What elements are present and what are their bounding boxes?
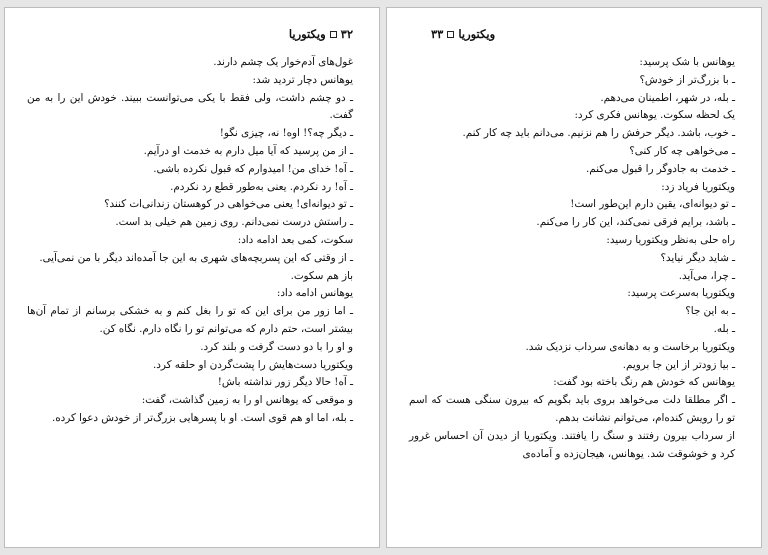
square-ornament-icon: [447, 31, 454, 38]
paragraph: یک لحظه سکوت. یوهانس فکری کرد:: [574, 109, 735, 122]
paragraph: ـ می‌خواهی چه کار کنی؟: [629, 144, 735, 157]
left-page-body: [27, 54, 353, 428]
paragraph: ـ خوب، باشد. دیگر حرفش را هم نزنیم. می‌دانم باید چه کار کنم.: [462, 127, 735, 140]
paragraph: یوهانس که خودش هم رنگ باخته بود گفت:: [553, 376, 735, 389]
running-title: ویکتوریا: [458, 27, 496, 41]
paragraph: غول‌های آدم‌خوار یک چشم دارند.: [213, 56, 353, 68]
paragraph: ـ آه! رد نکردم. یعنی به‌طور قطع رد نکردم.: [170, 180, 353, 193]
paragraph: ـ شاید دیگر نیاید؟: [660, 251, 735, 264]
paragraph: ـ چرا، می‌آید.: [678, 269, 735, 282]
paragraph: ـ اگر مطلقا دلت می‌خواهد بروی باید بگویم که بیرون سنگی هست که اسم تو را رویش کنده‌ام، می‌توانم نشانت بدهم.: [409, 394, 735, 424]
paragraph: ـ خدمت به جادوگر را قبول می‌کنم.: [586, 162, 735, 175]
page-number: ۳۳: [431, 27, 444, 41]
paragraph: ـ آه! خدای من! امیدوارم که قبول نکرده باشی.: [153, 162, 353, 175]
paragraph: ویکتوریا دست‌هایش را پشت‌گردن او حلقه کرد.: [153, 358, 353, 371]
paragraph: ویکتوریا به‌سرعت پرسید:: [627, 287, 735, 300]
left-page-header: [289, 26, 353, 42]
paragraph: ـ بیا زودتر از این جا برویم.: [622, 358, 735, 371]
paragraph: راه حلی به‌نظر ویکتوریا رسید:: [606, 233, 735, 246]
paragraph: ـ تو دیوانه‌ای! یعنی می‌خواهی در کوهستان زندانی‌ات کنند؟: [104, 198, 353, 211]
right-page-body: [409, 54, 735, 463]
paragraph: ـ از وقتی که این پسربچه‌های شهری به این جا آمده‌اند دیگر با من نمی‌آیی.: [39, 251, 353, 264]
left-page: [4, 7, 380, 548]
square-ornament-icon: [330, 31, 337, 38]
paragraph: ـ به این جا؟: [685, 305, 735, 318]
paragraph: ـ از من پرسید که آیا میل دارم به خدمت او درآیم.: [143, 144, 353, 157]
paragraph: ـ بله، اما او هم قوی است. او با پسرهایی بزرگ‌تر از خودش دعوا کرده.: [51, 411, 353, 424]
paragraph: و او را با دو دست گرفت و بلند کرد.: [200, 340, 353, 353]
paragraph: ویکتوریا فریاد زد:: [661, 180, 735, 193]
paragraph: ـ با بزرگ‌تر از خودش؟: [639, 73, 735, 86]
paragraph: یوهانس ادامه داد:: [276, 287, 353, 300]
paragraph: باز هم سکوت.: [290, 269, 353, 282]
right-page: [386, 7, 762, 548]
paragraph: ـ دیگر چه؟! اوه! نه، چیزی نگو!: [219, 127, 353, 140]
paragraph: از سرداب بیرون رفتند و سنگ را یافتند. ویکتوریا از دیدن آن احساس غرور کرد و خوشوقت شد. یوهانس، هیجان‌زده و آماده‌ی: [409, 429, 735, 460]
running-title: ویکتوریا: [288, 27, 326, 41]
paragraph: ـ اما زور من برای این که تو را بغل کنم و به خشکی برسانم از تمام آن‌ها بیشتر است، حتم دارم که می‌توانم تو را نگاه دارم. نگاه کن.: [27, 305, 353, 335]
paragraph: یوهانس دچار تردید شد:: [252, 73, 353, 86]
paragraph: ـ بله، در شهر، اطمینان می‌دهم.: [600, 91, 735, 104]
page-number: ۳۲: [340, 27, 353, 41]
paragraph: ـ باشد، برایم فرقی نمی‌کند، این کار را می‌کنم.: [536, 216, 735, 229]
paragraph: ـ دو چشم داشت، ولی فقط با یکی می‌توانست ببیند. خودش این را به من گفت.: [27, 91, 353, 122]
paragraph: ـ راستش درست نمی‌دانم. روی زمین هم خیلی بد است.: [115, 216, 353, 229]
paragraph: ویکتوریا برخاست و به دهانه‌ی سرداب نزدیک شد.: [525, 340, 735, 353]
paragraph: ـ بله.: [713, 322, 735, 335]
paragraph: و موقعی که یوهانس او را به زمین گذاشت، گفت:: [141, 394, 353, 407]
paragraph: یوهانس با شک پرسید:: [639, 56, 735, 68]
paragraph: ـ تو دیوانه‌ای، یقین دارم این‌طور است!: [570, 198, 735, 211]
paragraph: ـ آه! حالا دیگر زور نداشته باش!: [217, 376, 353, 389]
right-page-header: [431, 26, 495, 42]
paragraph: سکوت، کمی بعد ادامه داد:: [237, 233, 353, 246]
